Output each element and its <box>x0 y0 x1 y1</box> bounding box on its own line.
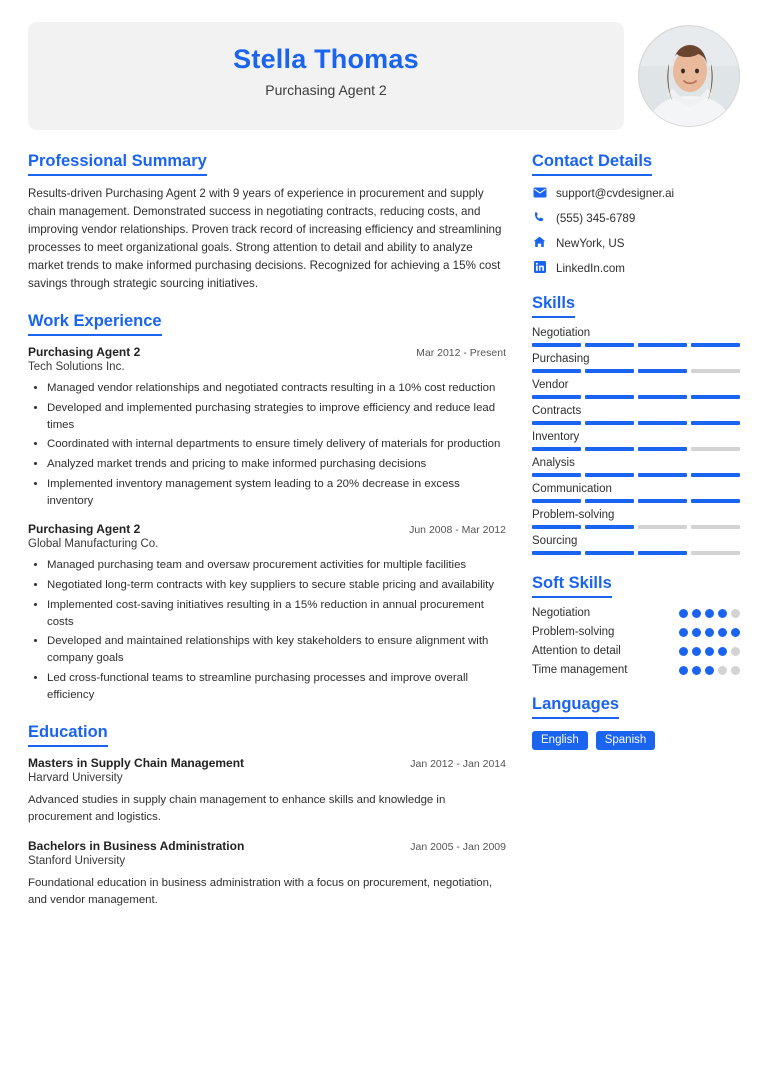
skill-item <box>532 509 740 529</box>
contact-item-linkedin <box>532 261 740 276</box>
skill-label: Inventory <box>532 431 580 444</box>
soft-skill-label: Attention to detail <box>532 645 621 658</box>
list-item: • Developed and maintained relationships with key stakeholders to ensure alignment with company goals <box>47 633 506 667</box>
skill-label: Problem-solving <box>532 509 615 522</box>
list-item: • Implemented inventory management system leading to a 20% decrease in excess inventory <box>47 476 506 510</box>
job-company: Global Manufacturing Co. <box>28 537 159 550</box>
rating-dots <box>679 666 740 675</box>
rating-dots <box>679 628 740 637</box>
contact-section <box>532 152 740 275</box>
soft-skills-heading: Soft Skills <box>532 574 612 598</box>
job-title: Purchasing Agent 2 <box>265 82 387 99</box>
experience-section <box>28 312 506 704</box>
skills-section <box>532 294 740 555</box>
skill-label: Sourcing <box>532 535 578 548</box>
education-item <box>28 756 506 826</box>
language-chip: Spanish <box>596 731 656 750</box>
soft-skill-item <box>532 607 740 619</box>
education-item <box>28 839 506 909</box>
language-chip: English <box>532 731 588 750</box>
degree-title: Bachelors in Business Administration <box>28 839 245 854</box>
soft-skill-label: Time management <box>532 664 628 677</box>
education-description: Advanced studies in supply chain management to enhance skills and knowledge in procurement and logistics. <box>28 793 446 824</box>
skill-bar <box>532 343 740 347</box>
contact-item-location <box>532 236 740 251</box>
job-dates: Mar 2012 - Present <box>416 346 506 359</box>
avatar <box>638 25 740 127</box>
education-description: Foundational education in business administration with a focus on procurement, negotiation, and vendor management. <box>28 877 493 907</box>
contact-value: LinkedIn.com <box>556 261 625 275</box>
summary-section <box>28 152 506 293</box>
job-bullets <box>28 557 506 704</box>
job-role: Purchasing Agent 2 <box>28 521 141 536</box>
email-icon <box>532 187 547 201</box>
skill-bar <box>532 525 740 529</box>
resume-body <box>28 152 740 928</box>
resume-header <box>28 22 740 130</box>
skill-bar <box>532 473 740 477</box>
contact-value: support@cvdesigner.ai <box>556 187 675 201</box>
degree-dates: Jan 2005 - Jan 2009 <box>410 841 506 854</box>
skill-label: Negotiation <box>532 327 591 340</box>
contact-item-email <box>532 187 740 201</box>
job-company: Tech Solutions Inc. <box>28 360 125 373</box>
skill-item <box>532 483 740 503</box>
list-item: • Coordinated with internal departments to ensure timely delivery of materials for production <box>47 436 506 453</box>
soft-skills-section <box>532 574 740 676</box>
rating-dots <box>679 609 740 618</box>
skill-item <box>532 535 740 555</box>
skill-bar <box>532 369 740 373</box>
page-title: Stella Thomas <box>233 44 419 74</box>
list-item: • Analyzed market trends and pricing to make informed purchasing decisions <box>47 456 506 473</box>
skill-label: Vendor <box>532 379 569 392</box>
languages-section <box>532 695 740 750</box>
list-item: • Negotiated long-term contracts with key suppliers to secure stable pricing and availability <box>47 577 506 594</box>
skill-item <box>532 457 740 477</box>
avatar-illustration <box>639 26 740 127</box>
summary-heading: Professional Summary <box>28 152 207 176</box>
skill-item <box>532 327 740 347</box>
soft-skill-item <box>532 645 740 657</box>
list-item: • Implemented cost-saving initiatives resulting in a 15% reduction in annual procurement costs <box>47 597 506 631</box>
job-dates: Jun 2008 - Mar 2012 <box>409 523 506 536</box>
right-column <box>532 152 740 928</box>
skill-item <box>532 405 740 425</box>
degree-dates: Jan 2012 - Jan 2014 <box>410 757 506 770</box>
school-name: Stanford University <box>28 855 126 868</box>
education-heading: Education <box>28 723 108 747</box>
skills-heading: Skills <box>532 294 575 318</box>
skill-item <box>532 353 740 373</box>
skill-item <box>532 431 740 451</box>
skill-label: Purchasing <box>532 353 590 366</box>
experience-heading: Work Experience <box>28 312 162 336</box>
skill-label: Communication <box>532 483 612 496</box>
contact-value: NewYork, US <box>556 236 625 250</box>
skill-bar <box>532 421 740 425</box>
contact-heading: Contact Details <box>532 152 652 176</box>
contact-value: (555) 345-6789 <box>556 211 636 225</box>
name-card <box>28 22 624 130</box>
list-item: • Managed vendor relationships and negotiated contracts resulting in a 10% cost reduction <box>47 380 506 397</box>
skill-bar <box>532 447 740 451</box>
education-section <box>28 723 506 909</box>
degree-title: Masters in Supply Chain Management <box>28 755 245 770</box>
contact-item-phone <box>532 211 740 227</box>
phone-icon <box>532 211 547 227</box>
soft-skill-label: Negotiation <box>532 607 591 620</box>
job-role: Purchasing Agent 2 <box>28 344 141 359</box>
soft-skill-label: Problem-solving <box>532 626 615 639</box>
linkedin-icon <box>532 261 547 276</box>
soft-skill-item <box>532 664 740 676</box>
skill-bar <box>532 395 740 399</box>
skill-label: Analysis <box>532 457 575 470</box>
job-bullets <box>28 380 506 510</box>
summary-text: Results-driven Purchasing Agent 2 with 9 years of experience in procurement and supply chain management. Demonstrated success in negotiating contracts, reducing costs, and improving vendor relationships. Proven track record of increasing efficiency and streamlining processes to meet organizational goals. Strong attention to detail and ability to analyze market trends to make informed purchasing decisions. Recognized for achieving a 15% cost savings through strategic sourcing initiatives. <box>28 187 502 290</box>
home-icon <box>532 236 547 251</box>
school-name: Harvard University <box>28 771 123 784</box>
list-item: • Developed and implemented purchasing strategies to improve efficiency and reduce lead times <box>47 400 506 434</box>
rating-dots <box>679 647 740 656</box>
list-item: • Managed purchasing team and oversaw procurement activities for multiple facilities <box>47 557 506 574</box>
skill-label: Contracts <box>532 405 582 418</box>
skill-bar <box>532 499 740 503</box>
left-column <box>28 152 506 928</box>
experience-item <box>28 522 506 704</box>
soft-skill-item <box>532 626 740 638</box>
list-item: • Led cross-functional teams to streamline purchasing processes and improve overall efficiency <box>47 670 506 704</box>
languages-heading: Languages <box>532 695 619 719</box>
skill-bar <box>532 551 740 555</box>
experience-item <box>28 345 506 510</box>
skill-item <box>532 379 740 399</box>
